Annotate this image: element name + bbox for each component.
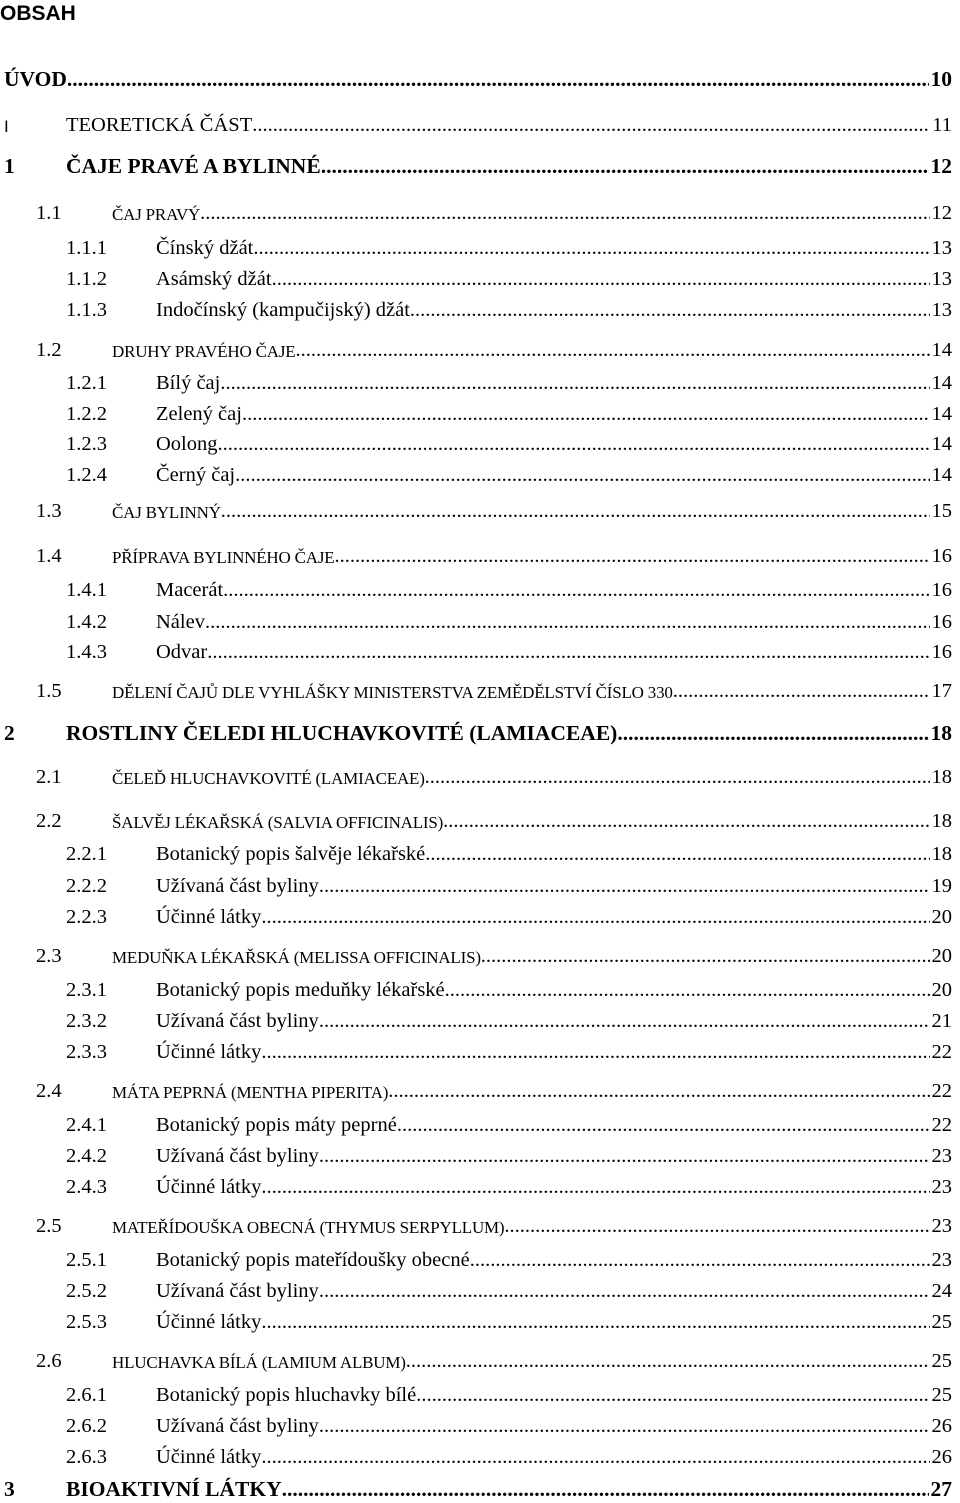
- toc-entry-number: 1.2: [36, 338, 62, 361]
- toc-entry[interactable]: [0, 608, 956, 634]
- toc-entry[interactable]: [0, 153, 956, 179]
- toc-entry-title: HLUCHAVKA BÍLÁ (LAMIUM ALBUM): [112, 1353, 406, 1372]
- toc-entry-number: 2.6.3: [66, 1445, 107, 1468]
- toc-entry-page: 22: [931, 1113, 952, 1136]
- toc-entry-leader: [221, 501, 930, 522]
- toc-entry-leader: [481, 946, 930, 967]
- toc-entry-number: 1.1: [36, 201, 62, 224]
- toc-entry-title: ČELEĎ HLUCHAVKOVITÉ (LAMIACEAE): [112, 769, 425, 788]
- toc-entry-number: 2.2: [36, 809, 62, 832]
- toc-entry[interactable]: [0, 1381, 956, 1407]
- toc-entry-title: Oolong: [156, 432, 218, 455]
- toc-entry[interactable]: [0, 1212, 956, 1238]
- toc-entry-leader: [223, 580, 929, 601]
- toc-entry-page: 15: [931, 499, 952, 522]
- toc-entry-page: 14: [931, 402, 952, 425]
- toc-entry-title: Zelený čaj: [156, 402, 242, 425]
- toc-entry-number: 1.2.2: [66, 402, 107, 425]
- toc-entry-title: DRUHY PRAVÉHO ČAJE: [112, 342, 296, 361]
- toc-entry-leader: [334, 546, 929, 567]
- toc-entry[interactable]: [0, 677, 956, 703]
- toc-entry-title: Nálev: [156, 610, 205, 633]
- toc-entry-title: MÁTA PEPRNÁ (MENTHA PIPERITA): [112, 1083, 389, 1102]
- toc-entry[interactable]: [0, 369, 956, 395]
- toc-entry-page: 12: [930, 153, 952, 178]
- toc-entry-page: 27: [930, 1476, 952, 1501]
- toc-entry-title: PŘÍPRAVA BYLINNÉHO ČAJE: [112, 548, 335, 567]
- toc-entry[interactable]: [0, 1308, 956, 1334]
- toc-entry[interactable]: [0, 400, 956, 426]
- toc-entry-leader: [397, 1115, 930, 1136]
- toc-entry-page: 10: [930, 66, 952, 91]
- toc-entry-number: 2.1: [36, 765, 62, 788]
- toc-entry-leader: [218, 434, 930, 455]
- toc-entry-title: MATEŘÍDOUŠKA OBECNÁ (THYMUS SERPYLLUM): [112, 1218, 505, 1237]
- toc-entry-title: Účinné látky: [156, 905, 262, 928]
- toc-entry-page: 18: [931, 765, 952, 788]
- toc-entry[interactable]: [0, 111, 956, 137]
- toc-entry-leader: [425, 767, 930, 788]
- toc-entry-page: 14: [931, 432, 952, 455]
- toc-entry[interactable]: [0, 1111, 956, 1137]
- toc-entry-number: 2.3.2: [66, 1009, 107, 1032]
- toc-entry-title: Účinné látky: [156, 1175, 262, 1198]
- toc-entry-number: 1.2.4: [66, 463, 107, 486]
- toc-entry-leader: [282, 1479, 929, 1501]
- toc-entry[interactable]: [0, 199, 956, 225]
- toc-entry-title: Užívaná část byliny: [156, 1279, 319, 1302]
- toc-entry-number: 1.2.3: [66, 432, 107, 455]
- toc-entry-page: 23: [931, 1214, 952, 1237]
- toc-entry-number: 2.5: [36, 1214, 62, 1237]
- toc-entry-number: 1.2.1: [66, 371, 107, 394]
- toc-entry-title: Odvar: [156, 640, 208, 663]
- toc-entry-leader: [319, 876, 930, 897]
- toc-entry-number: 1.3: [36, 499, 62, 522]
- toc-entry-leader: [220, 373, 929, 394]
- toc-entry[interactable]: [0, 1007, 956, 1033]
- toc-entry-title: MEDUŇKA LÉKAŘSKÁ (MELISSA OFFICINALIS): [112, 948, 481, 967]
- toc-entry-title: TEORETICKÁ ČÁST: [66, 113, 253, 136]
- toc-entry-title: Botanický popis šalvěje lékařské: [156, 842, 426, 865]
- toc-entry-title: Užívaná část byliny: [156, 1009, 319, 1032]
- toc-entry-leader: [67, 69, 929, 91]
- toc-entry-title: DĚLENÍ ČAJŮ DLE VYHLÁŠKY MINISTERSTVA ZEMĚDĚLSTVÍ ČÍSLO 330: [112, 683, 673, 702]
- toc-entry[interactable]: [0, 1412, 956, 1438]
- toc-entry[interactable]: [0, 942, 956, 968]
- toc-entry-page: 24: [931, 1279, 952, 1302]
- toc-entry-page: 18: [931, 842, 952, 865]
- toc-entry[interactable]: [0, 1077, 956, 1103]
- toc-entry-leader: [319, 1281, 930, 1302]
- toc-entry-number: 1.1.3: [66, 298, 107, 321]
- toc-entry-title: ROSTLINY ČELEDI HLUCHAVKOVITÉ (LAMIACEAE): [66, 720, 618, 745]
- toc-entry-leader: [252, 115, 930, 136]
- toc-entry-leader: [272, 269, 930, 290]
- toc-entry-number: 2.3.1: [66, 978, 107, 1001]
- toc-entry-leader: [319, 1146, 930, 1167]
- toc-entry-title: Účinné látky: [156, 1040, 262, 1063]
- toc-entry-number: 2.4.2: [66, 1144, 107, 1167]
- toc-entry-page: 16: [931, 640, 952, 663]
- toc-entry-title: ČAJ BYLINNÝ: [112, 503, 221, 522]
- toc-entry-page: 25: [931, 1349, 952, 1372]
- toc-entry-page: 13: [931, 298, 952, 321]
- toc-entry-number: 2: [4, 720, 15, 745]
- toc-entry-title: ŠALVĚJ LÉKAŘSKÁ (SALVIA OFFICINALIS): [112, 813, 444, 832]
- toc-entry-title: Užívaná část byliny: [156, 1414, 319, 1437]
- toc-entry-leader: [205, 612, 930, 633]
- toc-entry-leader: [425, 844, 929, 865]
- toc-entry-leader: [504, 1216, 929, 1237]
- toc-entry-leader: [319, 1416, 930, 1437]
- toc-entry[interactable]: [0, 1277, 956, 1303]
- toc-entry-number: 2.2.3: [66, 905, 107, 928]
- toc-entry[interactable]: [0, 430, 956, 456]
- toc-entry-number: 2.6: [36, 1349, 62, 1372]
- toc-entry-number: 2.3: [36, 944, 62, 967]
- toc-entry-number: 1.1.2: [66, 267, 107, 290]
- toc-entry-page: 20: [931, 944, 952, 967]
- toc-entry-number: 2.5.1: [66, 1248, 107, 1271]
- toc-entry-leader: [470, 1250, 930, 1271]
- toc-entry-page: 16: [931, 610, 952, 633]
- page-title: OBSAH: [0, 2, 76, 25]
- toc-entry-title: Botanický popis meduňky lékařské: [156, 978, 445, 1001]
- toc-entry[interactable]: [0, 265, 956, 291]
- toc-entry-page: 26: [931, 1445, 952, 1468]
- toc-entry-page: 23: [931, 1175, 952, 1198]
- toc-entry-page: 13: [931, 267, 952, 290]
- toc-entry-title: Bílý čaj: [156, 371, 221, 394]
- toc-entry-page: 20: [931, 905, 952, 928]
- toc-entry-leader: [319, 1011, 930, 1032]
- toc-entry-number: 2.2.2: [66, 874, 107, 897]
- toc-entry-number: 2.3.3: [66, 1040, 107, 1063]
- toc-entry-number: 2.4.1: [66, 1113, 107, 1136]
- toc-entry[interactable]: [0, 720, 956, 746]
- toc-entry[interactable]: [0, 763, 956, 789]
- toc-entry-page: 21: [931, 1009, 952, 1032]
- toc-entry-title: Macerát: [156, 578, 224, 601]
- toc-entry-leader: [388, 1081, 929, 1102]
- toc-entry-page: 14: [931, 338, 952, 361]
- toc-entry-page: 18: [930, 720, 952, 745]
- toc-entry-page: 25: [931, 1310, 952, 1333]
- toc-entry-leader: [261, 907, 929, 928]
- toc-entry-page: 14: [931, 371, 952, 394]
- toc-entry-page: 19: [931, 874, 952, 897]
- toc-entry[interactable]: [0, 1142, 956, 1168]
- toc-entry-number: 2.5.2: [66, 1279, 107, 1302]
- toc-entry-title: ÚVOD: [4, 66, 67, 91]
- toc-entry-leader: [261, 1042, 929, 1063]
- toc-entry-number: I: [4, 117, 9, 136]
- toc-entry-leader: [321, 156, 929, 178]
- toc-entry-page: 23: [931, 1144, 952, 1167]
- toc-entry-number: 2.2.1: [66, 842, 107, 865]
- toc-entry[interactable]: [0, 461, 956, 487]
- toc-entry-number: 1.5: [36, 679, 62, 702]
- toc-entry-title: Účinné látky: [156, 1310, 262, 1333]
- toc-entry-leader: [261, 1447, 929, 1468]
- toc-entry-leader: [410, 300, 930, 321]
- toc-entry[interactable]: [0, 872, 956, 898]
- toc-entry-number: 1.4.2: [66, 610, 107, 633]
- toc-entry-title: Černý čaj: [156, 463, 236, 486]
- toc-entry-number: 1.4.3: [66, 640, 107, 663]
- toc-entry-leader: [406, 1351, 930, 1372]
- toc-entry-leader: [235, 465, 929, 486]
- toc-entry-title: ČAJE PRAVÉ A BYLINNÉ: [66, 153, 321, 178]
- toc-entry-leader: [416, 1385, 929, 1406]
- toc-entry[interactable]: [0, 903, 956, 929]
- toc-entry[interactable]: [0, 1347, 956, 1373]
- toc-entry-leader: [242, 404, 930, 425]
- toc-entry[interactable]: [0, 576, 956, 602]
- toc-entry-number: 2.4.3: [66, 1175, 107, 1198]
- toc-entry[interactable]: [0, 638, 956, 664]
- toc-entry-leader: [207, 642, 929, 663]
- toc-entry-number: 1.4.1: [66, 578, 107, 601]
- toc-entry-number: 2.5.3: [66, 1310, 107, 1333]
- toc-entry-number: 3: [4, 1476, 15, 1501]
- toc-entry-page: 16: [931, 544, 952, 567]
- toc-entry-page: 25: [931, 1383, 952, 1406]
- toc-entry-page: 16: [931, 578, 952, 601]
- toc-entry-page: 12: [931, 201, 952, 224]
- toc-entry-leader: [261, 1177, 929, 1198]
- toc-entry-title: Asámský džát: [156, 267, 272, 290]
- toc-entry-page: 14: [931, 463, 952, 486]
- toc-entry-page: 23: [931, 1248, 952, 1271]
- toc-entry-number: 2.4: [36, 1079, 62, 1102]
- toc-entry[interactable]: [0, 976, 956, 1002]
- toc-entry-title: Čínský džát: [156, 236, 254, 259]
- toc-entry-page: 17: [931, 679, 952, 702]
- toc-entry-leader: [445, 980, 930, 1001]
- toc-entry-title: Botanický popis máty peprné: [156, 1113, 397, 1136]
- toc-entry-title: BIOAKTIVNÍ LÁTKY: [66, 1476, 282, 1501]
- toc-entry[interactable]: [0, 840, 956, 866]
- toc-entry-title: Botanický popis hluchavky bílé: [156, 1383, 417, 1406]
- toc-entry[interactable]: [0, 1476, 956, 1502]
- toc-entry-title: Užívaná část byliny: [156, 874, 319, 897]
- toc-entry[interactable]: [0, 336, 956, 362]
- toc-entry-leader: [673, 681, 930, 702]
- toc-entry-number: 2.6.2: [66, 1414, 107, 1437]
- toc-entry-leader: [253, 238, 929, 259]
- toc-entry-leader: [443, 811, 929, 832]
- toc-entry[interactable]: [0, 1173, 956, 1199]
- toc-entry[interactable]: [0, 296, 956, 322]
- toc-entry-number: 2.6.1: [66, 1383, 107, 1406]
- toc-entry-page: 22: [931, 1079, 952, 1102]
- toc-entry-leader: [617, 723, 928, 745]
- toc-entry-page: 11: [932, 113, 952, 136]
- toc-entry[interactable]: [0, 542, 956, 568]
- toc-entry[interactable]: [0, 234, 956, 260]
- toc-entry-leader: [200, 203, 929, 224]
- toc-entry-page: 22: [931, 1040, 952, 1063]
- toc-entry-number: 1: [4, 153, 15, 178]
- toc-entry-title: Botanický popis mateřídoušky obecné: [156, 1248, 470, 1271]
- toc-entry-title: ČAJ PRAVÝ: [112, 205, 201, 224]
- toc-entry-number: 1.4: [36, 544, 62, 567]
- toc-entry[interactable]: [0, 1246, 956, 1272]
- toc-entry[interactable]: [0, 66, 956, 92]
- toc-entry-page: 20: [931, 978, 952, 1001]
- toc-entry-leader: [295, 340, 929, 361]
- toc-entry[interactable]: [0, 1443, 956, 1469]
- toc-entry-page: 13: [931, 236, 952, 259]
- toc-entry-title: Užívaná část byliny: [156, 1144, 319, 1167]
- toc-entry-number: 1.1.1: [66, 236, 107, 259]
- toc-entry[interactable]: [0, 497, 956, 523]
- toc-entry-leader: [261, 1312, 929, 1333]
- toc-entry-title: Účinné látky: [156, 1445, 262, 1468]
- toc-entry-page: 18: [931, 809, 952, 832]
- toc-entry[interactable]: [0, 1038, 956, 1064]
- toc-entry-title: Indočínský (kampučijský) džát: [156, 298, 410, 321]
- toc-entry-page: 26: [931, 1414, 952, 1437]
- toc-entry[interactable]: [0, 807, 956, 833]
